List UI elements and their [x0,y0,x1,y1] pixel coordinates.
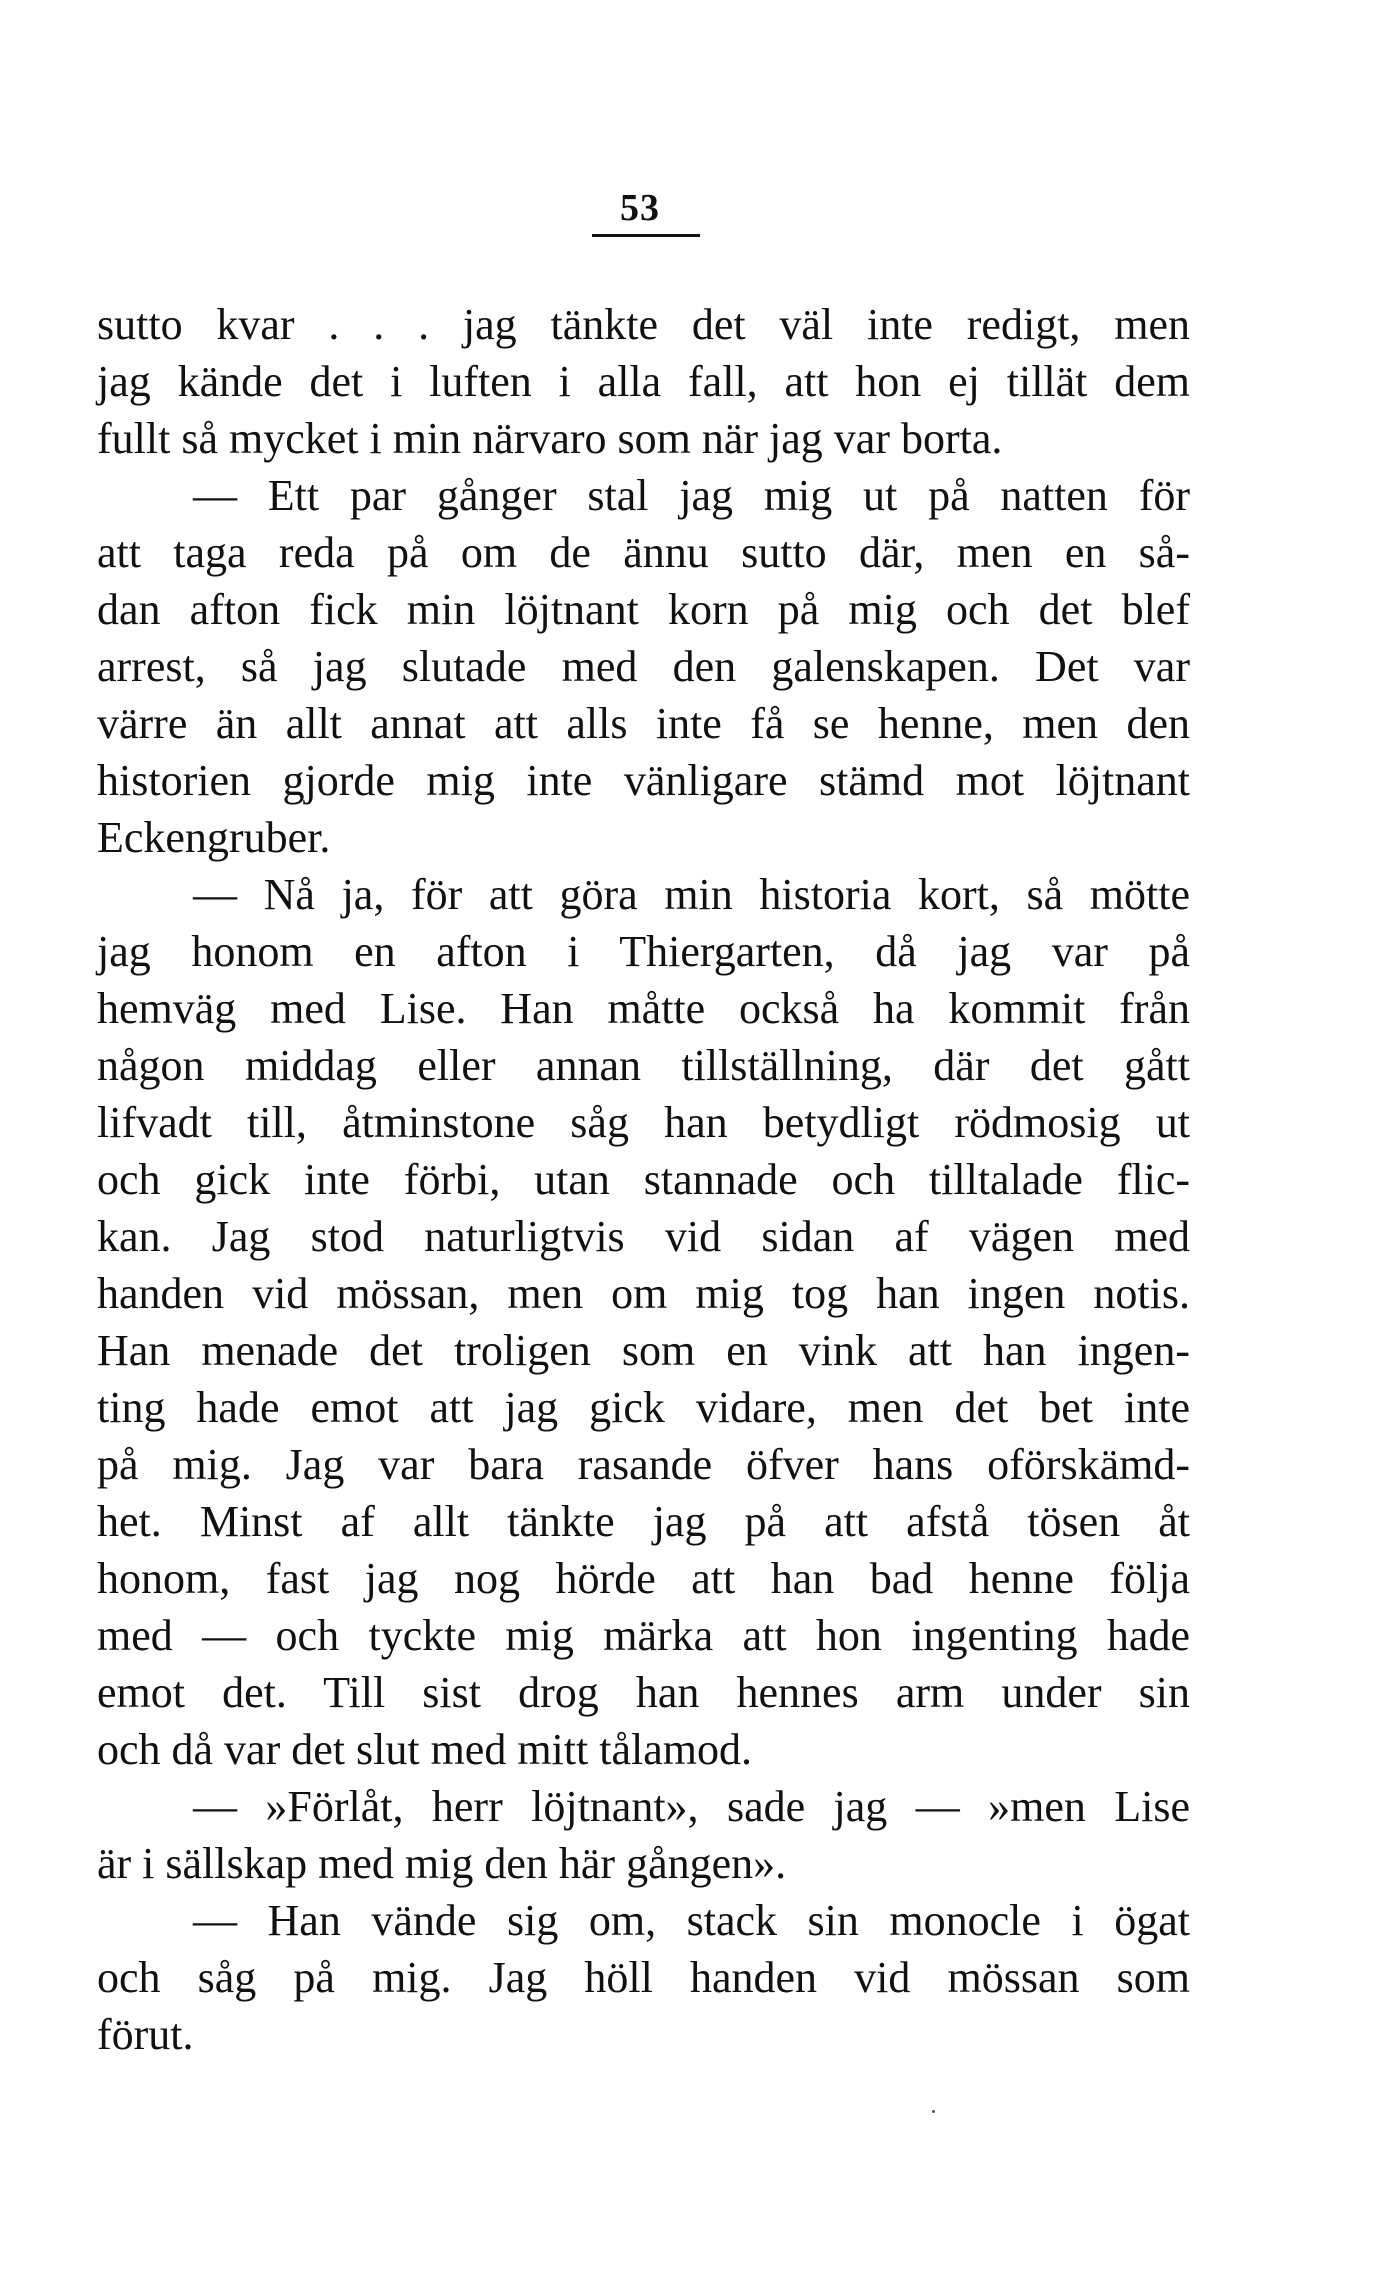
text-line: och såg på mig. Jag höll handen vid mössan som [97,1953,1190,2002]
text-line: kan. Jag stod naturligtvis vid sidan af vägen med [97,1212,1190,1261]
text-line: sutto kvar . . . jag tänkte det väl inte redigt, men [97,300,1190,349]
text-line: — Nå ja, för att göra min historia kort, så mötte [193,870,1190,919]
text-line: jag kände det i luften i alla fall, att hon ej tillät dem [97,357,1190,406]
text-line: är i sällskap med mig den här gången». [97,1839,787,1888]
text-line: handen vid mössan, men om mig tog han ingen notis. [97,1269,1190,1318]
text-line: förut. [97,2010,194,2059]
text-line: att taga reda på om de ännu sutto där, men en så- [97,528,1190,577]
text-line: — Ett par gånger stal jag mig ut på natten för [193,471,1190,520]
text-line: ting hade emot att jag gick vidare, men det bet inte [97,1383,1190,1432]
text-line: och då var det slut med mitt tålamod. [97,1725,752,1774]
text-line: med — och tyckte mig märka att hon ingenting hade [97,1611,1190,1660]
text-line: het. Minst af allt tänkte jag på att afstå tösen åt [97,1497,1190,1546]
print-speck [932,2110,935,2113]
text-line: lifvadt till, åtminstone såg han betydligt rödmosig ut [97,1098,1190,1147]
text-line: Eckengruber. [97,813,331,862]
text-line: arrest, så jag slutade med den galenskapen. Det var [97,642,1190,691]
text-line: jag honom en afton i Thiergarten, då jag var på [97,927,1190,976]
body-text [97,296,1190,2063]
text-line: emot det. Till sist drog han hennes arm under sin [97,1668,1190,1717]
text-line: värre än allt annat att alls inte få se henne, men den [97,699,1190,748]
text-line: hemväg med Lise. Han måtte också ha kommit från [97,984,1190,1033]
page-number: 53 [620,187,660,229]
text-line: och gick inte förbi, utan stannade och tilltalade flic- [97,1155,1190,1204]
text-line: — Han vände sig om, stack sin monocle i ögat [193,1896,1190,1945]
text-line: historien gjorde mig inte vänligare stämd mot löjtnant [97,756,1190,805]
text-line: på mig. Jag var bara rasande öfver hans oförskämd- [97,1440,1190,1489]
text-line: fullt så mycket i min närvaro som när jag var borta. [97,414,1003,463]
text-line: honom, fast jag nog hörde att han bad henne följa [97,1554,1190,1603]
text-line: Han menade det troligen som en vink att han ingen- [97,1326,1190,1375]
text-line: någon middag eller annan tillställning, där det gått [97,1041,1190,1090]
text-line: — »Förlåt, herr löjtnant», sade jag — »men Lise [193,1782,1190,1831]
text-line: dan afton fick min löjtnant korn på mig och det blef [97,585,1190,634]
page-number-rule [592,234,700,237]
